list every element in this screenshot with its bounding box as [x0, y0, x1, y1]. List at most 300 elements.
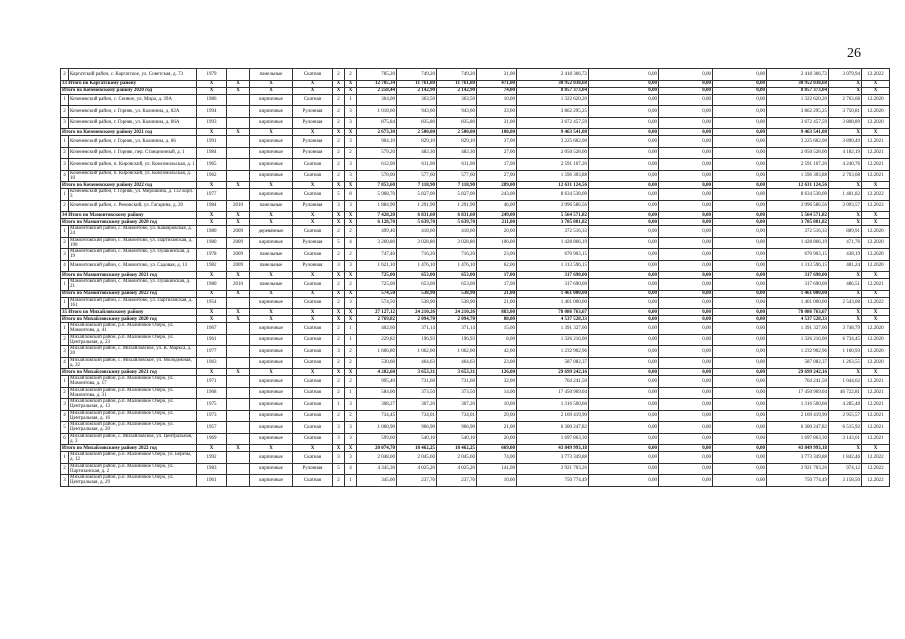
cell-spec: X — [829, 129, 862, 136]
cell-a2: 538,90 — [397, 290, 437, 297]
row-number: 4 — [61, 170, 69, 182]
address-cell: Коченевский район, г. Горняк, пер. Станционный, д. 1 — [69, 147, 197, 159]
cell-spec: 481,24 — [829, 260, 862, 272]
cell-z2: 0,00 — [659, 69, 713, 81]
cell-y1: X — [197, 182, 227, 189]
cell-a1: 2 769,82 — [357, 316, 397, 323]
cell-a3: 5 639,70 — [437, 219, 477, 226]
cell-y2: X — [227, 369, 250, 376]
cell-spec: 6 734,45 — [829, 334, 862, 346]
cell-z2: 0,00 — [659, 399, 713, 411]
row-number: 4 — [61, 357, 69, 369]
cell-a2: 577,60 — [397, 170, 437, 182]
cell-ppl: 10,00 — [477, 94, 517, 106]
cell-z1: 0,00 — [589, 290, 659, 297]
total-row — [61, 309, 890, 316]
cell-sum: 8 634 538,00 — [767, 189, 829, 201]
cell-roof: Рулонная — [293, 260, 333, 272]
cell-z1: 0,00 — [589, 200, 659, 212]
cell-z2: 0,00 — [659, 272, 713, 279]
cell-a3: 731,60 — [437, 376, 477, 388]
cell-z2: 0,00 — [659, 376, 713, 388]
cell-y2 — [227, 170, 250, 182]
cell-spec: 889,91 — [829, 226, 862, 238]
cell-fl: 2 — [333, 69, 345, 81]
cell-spec: 3 158,50 — [829, 475, 862, 487]
cell-total: 4 537 528,33 — [517, 316, 589, 323]
cell-en: 1 — [345, 334, 357, 346]
cell-sum: 3 996 586,56 — [767, 200, 829, 212]
cell-z1: 0,00 — [589, 369, 659, 376]
cell-z2: 0,00 — [659, 170, 713, 182]
cell-a1: 1 060,90 — [357, 422, 397, 434]
cell-sum: 317 690,00 — [767, 279, 829, 291]
cell-roof: X — [293, 129, 333, 136]
row-number: 2 — [61, 463, 69, 475]
cell-lim: 12.2022 — [862, 189, 890, 201]
cell-spec: 471,76 — [829, 237, 862, 249]
cell-a1: 574,50 — [357, 290, 397, 297]
cell-y2: 2009 — [227, 249, 250, 261]
cell-z3: 0,00 — [713, 147, 767, 159]
cell-a2: 734,01 — [397, 410, 437, 422]
cell-spec: 3 890,49 — [829, 136, 862, 148]
cell-ppl: 29,00 — [477, 410, 517, 422]
cell-z2: 0,00 — [659, 387, 713, 399]
cell-en: X — [345, 212, 357, 219]
cell-a1: 4 282,60 — [357, 369, 397, 376]
cell-fl: 2 — [333, 94, 345, 106]
cell-y1: 1984 — [197, 200, 227, 212]
cell-spec: 3 093,57 — [829, 200, 862, 212]
cell-y1: 1980 — [197, 237, 227, 249]
cell-z1: 0,00 — [589, 422, 659, 434]
cell-spec: X — [829, 212, 862, 219]
cell-en: 4 — [345, 237, 357, 249]
cell-y2: X — [227, 445, 250, 452]
cell-wall: кирпичные — [250, 334, 293, 346]
cell-roof: X — [293, 272, 333, 279]
table-row — [61, 399, 890, 411]
cell-wall: деревянные — [250, 226, 293, 238]
page-number: 26 — [847, 46, 861, 61]
cell-z1: 0,00 — [589, 297, 659, 309]
cell-z3: 0,00 — [713, 369, 767, 376]
cell-a3: 196,93 — [437, 334, 477, 346]
cell-roof: Рулонная — [293, 117, 333, 129]
cell-wall: X — [250, 182, 293, 189]
cell-a1: 308,27 — [357, 399, 397, 411]
cell-sum: 1 322 620,20 — [767, 94, 829, 106]
cell-y2 — [227, 346, 250, 358]
cell-z2: 0,00 — [659, 237, 713, 249]
address-cell: Михайловский район, р.п. Малиновое Озеро, ул. Березы, д. 12 — [69, 452, 197, 464]
cell-a3: 540,10 — [437, 433, 477, 445]
cell-wall: кирпичные — [250, 147, 293, 159]
cell-total: 3 773 349,88 — [517, 452, 589, 464]
cell-fl: 2 — [333, 387, 345, 399]
cell-z2: 0,00 — [659, 80, 713, 87]
cell-y2: X — [227, 316, 250, 323]
cell-y1: 1957 — [197, 422, 227, 434]
cell-roof: Скатная — [293, 323, 333, 335]
cell-ppl: 21,00 — [477, 422, 517, 434]
cell-a3: 3 653,31 — [437, 369, 477, 376]
cell-y1: 1986 — [197, 94, 227, 106]
cell-y1: 1977 — [197, 346, 227, 358]
cell-spec: 438,19 — [829, 249, 862, 261]
cell-ppl: 31,00 — [477, 69, 517, 81]
cell-wall: кирпичные — [250, 410, 293, 422]
cell-y2: X — [227, 290, 250, 297]
cell-total: 1 428 866,19 — [517, 237, 589, 249]
cell-total: 1 391 327,00 — [517, 323, 589, 335]
cell-fl: X — [333, 80, 345, 87]
cell-roof: Рулонная — [293, 106, 333, 118]
cell-en: 3 — [345, 106, 357, 118]
cell-a2: 24 210,26 — [397, 309, 437, 316]
cell-sum: 1 461 000,00 — [767, 297, 829, 309]
cell-sum: 8 857 373,04 — [767, 87, 829, 94]
cell-roof: Рулонная — [293, 237, 333, 249]
cell-en: 2 — [345, 410, 357, 422]
cell-fl: 3 — [333, 260, 345, 272]
cell-a2: 1 291,90 — [397, 200, 437, 212]
cell-spec: 3 143,61 — [829, 433, 862, 445]
cell-a3: 653,00 — [437, 272, 477, 279]
cell-y2 — [227, 147, 250, 159]
cell-roof: Скатная — [293, 189, 333, 201]
cell-a2: 540,10 — [397, 433, 437, 445]
cell-en: X — [345, 272, 357, 279]
total-label: 34 Итого по Мамонтовскому району — [61, 212, 197, 219]
total-row — [61, 212, 890, 219]
cell-roof: Скатная — [293, 433, 333, 445]
address-cell: Михайловский район, р.п. Малиновое Озеро, ул. Центральная, д. 29 — [69, 475, 197, 487]
cell-z1: 0,00 — [589, 249, 659, 261]
table-row — [61, 189, 890, 201]
cell-z2: 0,00 — [659, 129, 713, 136]
cell-a1: 995,40 — [357, 376, 397, 388]
cell-spec: 4 182,19 — [829, 147, 862, 159]
cell-y2 — [227, 94, 250, 106]
cell-a1: 27 127,12 — [357, 309, 397, 316]
cell-fl: 5 — [333, 463, 345, 475]
cell-z1: 0,00 — [589, 433, 659, 445]
cell-wall: кирпичные — [250, 237, 293, 249]
cell-a2: 2 142,90 — [397, 87, 437, 94]
cell-a2: 363,50 — [397, 94, 437, 106]
cell-a3: 5 827,00 — [437, 189, 477, 201]
cell-en: 1 — [345, 94, 357, 106]
cell-total: 1 461 000,00 — [517, 297, 589, 309]
cell-z2: 0,00 — [659, 136, 713, 148]
cell-sum: 3 921 703,26 — [767, 463, 829, 475]
cell-z3: 0,00 — [713, 290, 767, 297]
cell-z3: 0,00 — [713, 433, 767, 445]
cell-lim: 12.2021 — [862, 376, 890, 388]
cell-z3: 0,00 — [713, 69, 767, 81]
address-cell: Мамонтовский район, с. Мамонтово, ул. Пушкинская, д. 21 — [69, 279, 197, 291]
table-row — [61, 249, 890, 261]
cell-a2: 653,00 — [397, 279, 437, 291]
cell-roof: X — [293, 445, 333, 452]
cell-a1: 345,00 — [357, 475, 397, 487]
cell-y1: X — [197, 212, 227, 219]
cell-y2: 2010 — [227, 200, 250, 212]
cell-z1: 0,00 — [589, 69, 659, 81]
cell-total: 43 849 993,18 — [517, 445, 589, 452]
cell-sum: 5 564 571,82 — [767, 212, 829, 219]
cell-z2: 0,00 — [659, 249, 713, 261]
cell-z1: 0,00 — [589, 182, 659, 189]
cell-y2: X — [227, 80, 250, 87]
cell-y2: 2009 — [227, 260, 250, 272]
cell-fl: 2 — [333, 279, 345, 291]
cell-fl: 2 — [333, 323, 345, 335]
cell-total: 317 690,00 — [517, 272, 589, 279]
cell-a3: 653,00 — [437, 279, 477, 291]
cell-spec: 2 763,68 — [829, 170, 862, 182]
cell-roof: X — [293, 212, 333, 219]
cell-total: 5 564 571,82 — [517, 212, 589, 219]
cell-ppl: 23,00 — [477, 249, 517, 261]
total-row — [61, 80, 890, 87]
cell-en: X — [345, 369, 357, 376]
cell-a2: 749,20 — [397, 69, 437, 81]
table-row — [61, 237, 890, 249]
cell-sum: 4 537 528,33 — [767, 316, 829, 323]
table-row — [61, 433, 890, 445]
cell-z2: 0,00 — [659, 452, 713, 464]
cell-en: 3 — [345, 422, 357, 434]
cell-a3: 749,20 — [437, 69, 477, 81]
cell-spec: X — [829, 182, 862, 189]
cell-a3: 943,60 — [437, 106, 477, 118]
cell-ppl: 23,00 — [477, 357, 517, 369]
cell-z2: 0,00 — [659, 189, 713, 201]
cell-lim: 12.2020 — [862, 323, 890, 335]
cell-total: 3 672 457,59 — [517, 117, 589, 129]
address-cell: Михайловский район, с. Михайловское, ул. К. Маркса, д. 20 — [69, 346, 197, 358]
cell-y1: X — [197, 80, 227, 87]
cell-sum: 1 326 216,00 — [767, 334, 829, 346]
total-row — [61, 290, 890, 297]
cell-sum: 764 241,50 — [767, 376, 829, 388]
cell-y2: X — [227, 272, 250, 279]
cell-a3: 237,70 — [437, 475, 477, 487]
cell-z2: 0,00 — [659, 357, 713, 369]
cell-roof: Скатная — [293, 94, 333, 106]
cell-lim: X — [862, 212, 890, 219]
cell-wall: X — [250, 129, 293, 136]
cell-z2: 0,00 — [659, 433, 713, 445]
cell-wall: X — [250, 290, 293, 297]
cell-z1: 0,00 — [589, 189, 659, 201]
row-number: 1 — [61, 189, 69, 201]
cell-wall: панельные — [250, 69, 293, 81]
row-number: 1 — [61, 297, 69, 309]
cell-lim: X — [862, 445, 890, 452]
cell-a3: 18 462,25 — [437, 445, 477, 452]
cell-sum: 1 232 902,96 — [767, 346, 829, 358]
cell-z1: 0,00 — [589, 80, 659, 87]
cell-y2 — [227, 297, 250, 309]
row-number: 3 — [61, 475, 69, 487]
cell-a2: 371,14 — [397, 323, 437, 335]
cell-en: 2 — [345, 147, 357, 159]
cell-ppl: 17,00 — [477, 159, 517, 171]
cell-total: 78 086 763,67 — [517, 309, 589, 316]
cell-a2: 237,70 — [397, 475, 437, 487]
cell-en: 3 — [345, 433, 357, 445]
cell-lim: 12.2022 — [862, 463, 890, 475]
row-number: 1 — [61, 226, 69, 238]
cell-lim: 12.2021 — [862, 136, 890, 148]
cell-y1: 1993 — [197, 117, 227, 129]
cell-a3: 307,20 — [437, 399, 477, 411]
cell-z2: 0,00 — [659, 226, 713, 238]
cell-spec: 1 044,62 — [829, 376, 862, 388]
cell-ppl: 74,00 — [477, 452, 517, 464]
cell-y2: X — [227, 212, 250, 219]
table-row — [61, 69, 890, 81]
cell-y1: 1982 — [197, 260, 227, 272]
row-number: 3 — [61, 159, 69, 171]
cell-spec: 486,51 — [829, 279, 862, 291]
cell-fl: 2 — [333, 106, 345, 118]
address-cell: Коченевский район, г. Горняк, ул. Калинина, д. 82А — [69, 106, 197, 118]
cell-spec: 4 240,76 — [829, 159, 862, 171]
cell-roof: Скатная — [293, 357, 333, 369]
cell-z3: 0,00 — [713, 260, 767, 272]
row-number: 2 — [61, 147, 69, 159]
table-row — [61, 159, 890, 171]
cell-a2: 2 094,70 — [397, 316, 437, 323]
cell-y1: X — [197, 87, 227, 94]
cell-lim: 12.2020 — [862, 334, 890, 346]
cell-roof: Скатная — [293, 346, 333, 358]
cell-lim: 12.2021 — [862, 159, 890, 171]
cell-y1: X — [197, 445, 227, 452]
cell-lim: 12.2020 — [862, 237, 890, 249]
cell-a1: 6 128,70 — [357, 219, 397, 226]
cell-lim: 12.2022 — [862, 69, 890, 81]
cell-ppl: 211,00 — [477, 219, 517, 226]
cell-fl: 3 — [333, 346, 345, 358]
cell-z1: 0,00 — [589, 452, 659, 464]
cell-lim: 12.2020 — [862, 94, 890, 106]
row-number: 2 — [61, 387, 69, 399]
cell-a2: 966,90 — [397, 422, 437, 434]
cell-spec: X — [829, 290, 862, 297]
cell-a2: 6 831,60 — [397, 212, 437, 219]
cell-sum: 1 428 866,19 — [767, 237, 829, 249]
cell-wall: X — [250, 309, 293, 316]
table-row — [61, 170, 890, 182]
address-cell: Коченевский район, г. Горняк, ул. Калинина, д. 86А — [69, 117, 197, 129]
cell-ppl: 20,00 — [477, 433, 517, 445]
total-row — [61, 369, 890, 376]
cell-en: X — [345, 219, 357, 226]
table-row — [61, 94, 890, 106]
cell-a1: 402,60 — [357, 323, 397, 335]
total-label: 33 Итого по Каргатскому району — [61, 80, 197, 87]
cell-total: 1 316 500,60 — [517, 399, 589, 411]
total-row — [61, 182, 890, 189]
table-row — [61, 297, 890, 309]
cell-a3: 2 094,70 — [437, 316, 477, 323]
cell-z3: 0,00 — [713, 346, 767, 358]
cell-z2: 0,00 — [659, 475, 713, 487]
cell-ppl: 32,00 — [477, 376, 517, 388]
cell-ppl: 141,00 — [477, 463, 517, 475]
cell-lim: X — [862, 309, 890, 316]
cell-total: 3 862 295,25 — [517, 106, 589, 118]
cell-y1: 1983 — [197, 463, 227, 475]
cell-z3: 0,00 — [713, 410, 767, 422]
total-label: Итого по Коченевскому району 2021 год — [61, 129, 197, 136]
total-label: Итого по Коченевскому району 2022 год — [61, 182, 197, 189]
cell-wall: кирпичные — [250, 159, 293, 171]
cell-fl: X — [333, 316, 345, 323]
cell-ppl: 669,00 — [477, 445, 517, 452]
cell-y2 — [227, 159, 250, 171]
cell-lim: X — [862, 316, 890, 323]
cell-z3: 0,00 — [713, 117, 767, 129]
cell-z1: 0,00 — [589, 445, 659, 452]
cell-en: 3 — [345, 170, 357, 182]
cell-sum: 2 591 107,20 — [767, 159, 829, 171]
cell-total: 1 596 303,88 — [517, 170, 589, 182]
cell-sum: 2 418 366,72 — [767, 69, 829, 81]
cell-a3: 1 062,00 — [437, 346, 477, 358]
cell-spec: 3 750,81 — [829, 106, 862, 118]
cell-z3: 0,00 — [713, 129, 767, 136]
cell-a1: 2 673,30 — [357, 129, 397, 136]
cell-ppl: 471,00 — [477, 80, 517, 87]
cell-wall: X — [250, 369, 293, 376]
cell-y2 — [227, 463, 250, 475]
cell-lim: 12.2021 — [862, 433, 890, 445]
cell-a1: 725,00 — [357, 272, 397, 279]
cell-sum: 12 631 124,56 — [767, 182, 829, 189]
address-cell: Михайловский район, р.п. Малиновое Озеро, ул. Мамонтова, д. 41 — [69, 323, 197, 335]
table-row — [61, 226, 890, 238]
cell-z3: 0,00 — [713, 106, 767, 118]
cell-z2: 0,00 — [659, 94, 713, 106]
cell-roof: Рулонная — [293, 136, 333, 148]
cell-a1: 2 048,00 — [357, 452, 397, 464]
cell-lim: X — [862, 219, 890, 226]
cell-total: 750 774,49 — [517, 475, 589, 487]
cell-ppl: 8,00 — [477, 334, 517, 346]
cell-roof: Скатная — [293, 399, 333, 411]
cell-z1: 0,00 — [589, 94, 659, 106]
cell-y2 — [227, 117, 250, 129]
cell-wall: X — [250, 445, 293, 452]
cell-fl: 2 — [333, 334, 345, 346]
table-row — [61, 422, 890, 434]
cell-y1: 1961 — [197, 334, 227, 346]
cell-z3: 0,00 — [713, 94, 767, 106]
cell-fl: 2 — [333, 159, 345, 171]
cell-spec: 974,12 — [829, 463, 862, 475]
cell-fl: X — [333, 219, 345, 226]
address-cell: Михайловский район, р.п. Малиновое Озеро, ул. Центральная, д. 13 — [69, 399, 197, 411]
cell-en: 3 — [345, 260, 357, 272]
cell-a1: 1 621,10 — [357, 260, 397, 272]
